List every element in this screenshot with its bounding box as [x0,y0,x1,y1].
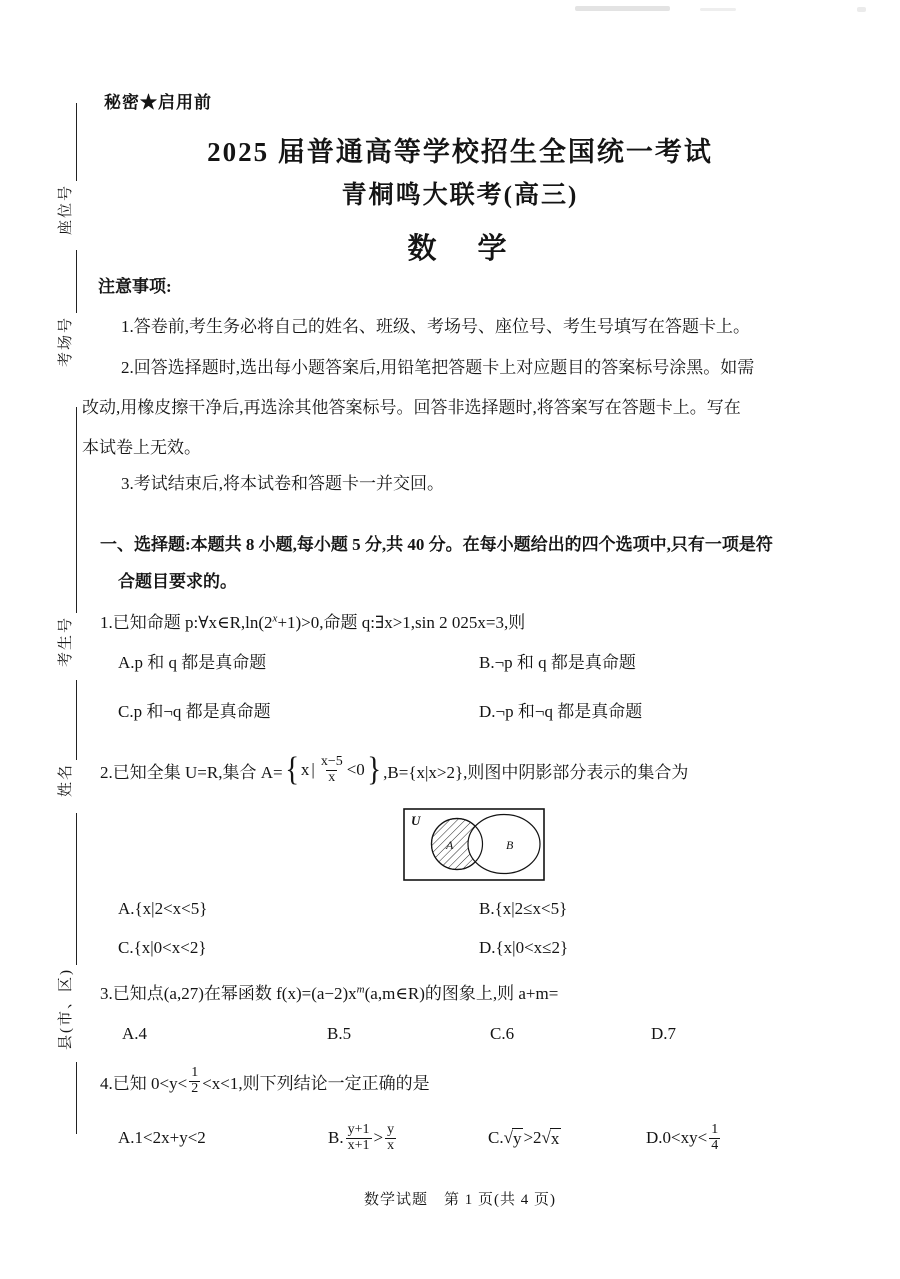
q3-option-a: A.4 [122,1024,148,1043]
q2-stem-post: ,B={x|x>2},则图中阴影部分表示的集合为 [383,762,689,782]
q4-option-b-fraction-1 [346,1123,372,1153]
q3-option-c: C.6 [490,1024,515,1043]
seal-field-county [53,813,77,1050]
q4-stem-fraction [189,1066,200,1096]
seal-field-blank-line [52,407,77,613]
q4-option-c [488,1112,561,1164]
question-2-stem [100,744,688,796]
venn-set-b-label: B [506,838,514,852]
notice-item-2-line-1: 2.回答选择题时,选出每小题答案后,用铅笔把答题卡上对应题目的答案标号涂黑。如需 [121,358,755,377]
q1-stem-post: +1)>0,命题 q:∃x>1,sin 2 025x=3,则 [277,613,526,632]
scan-artifact [857,7,866,12]
seal-field-exam-room-number [53,250,77,367]
q4-b-frac1-den: x+1 [347,1137,370,1153]
q2-option-a: A.{x|2<x<5} [118,899,208,918]
notice-item-2-line-3: 本试卷上无效。 [82,438,201,457]
q4-option-b-inequality: > [373,1128,384,1147]
confidential-notice: 秘密★启用前 [104,93,212,112]
section-1-heading-line-1: 一、选择题:本题共 8 小题,每小题 5 分,共 40 分。在每小题给出的四个选项中,只有一项是符 [100,535,773,554]
venn-set-a-label: A [446,838,454,852]
notice-item-3: 3.考试结束后,将本试卷和答题卡一并交回。 [121,474,444,493]
q2-set-variable: x [300,760,310,779]
seal-margin-line [76,1062,77,1134]
q4-c-radicand-2: x [550,1128,560,1148]
scan-artifact [575,6,670,11]
radical-sign: √ [503,1128,513,1147]
q4-option-d-fraction [709,1123,720,1153]
scan-artifact [700,8,736,11]
venn-set-b-circle [468,815,540,874]
q1-option-b: B.¬p 和 q 都是真命题 [479,653,636,672]
seal-field-seat-number [53,103,77,235]
q4-c-radicand-1: y [512,1128,522,1148]
seal-field-label: 考生号 [58,615,74,667]
q2-close-brace: } [367,751,381,788]
exam-title: 2025 届普通高等学校招生全国统一考试 [207,137,713,167]
q4-option-a [118,1112,206,1164]
q4-stem-post: <x<1,则下列结论一定正确的是 [202,1073,430,1093]
q3-option-b: B.5 [327,1024,352,1043]
subject-name: 数 学 [407,233,513,265]
seal-field-name [53,680,77,797]
q1-option-a: A.p 和 q 都是真命题 [118,653,267,672]
q2-option-b: B.{x|2≤x<5} [479,899,568,918]
seal-field-label: 县(市、区) [58,968,74,1050]
q4-stem-pre: 4.已知 0<y< [100,1073,188,1093]
page-footer: 数学试题 第 1 页(共 4 页) [364,1192,556,1208]
venn-diagram [402,805,554,885]
q2-set-divider: | [311,760,315,779]
seal-field-blank-line [52,813,77,965]
q4-option-b [328,1112,398,1164]
q1-option-c: C.p 和¬q 都是真命题 [118,702,271,721]
q3-exponent: m [356,983,365,996]
q4-option-d-pre: D.0<xy< [646,1128,708,1147]
exam-subtitle: 青桐鸣大联考(高三) [341,182,579,209]
q4-stem-fraction-denominator: 2 [191,1080,199,1096]
notice-item-2-line-2: 改动,用橡皮擦干净后,再选涂其他答案标号。回答非选择题时,将答案写在答题卡上。写在 [82,398,741,417]
q1-stem-pre: 1.已知命题 p:∀x∈R,ln(2 [100,613,273,632]
q4-b-frac2-den: x [387,1137,395,1153]
notice-item-1: 1.答卷前,考生务必将自己的姓名、班级、考场号、座位号、考生号填写在答题卡上。 [121,317,750,336]
q4-option-a-text: A.1<2x+y<2 [118,1128,206,1147]
q2-option-d: D.{x|0<x≤2} [479,938,569,957]
seal-field-blank-line [52,680,77,760]
seal-field-blank-line [52,103,77,181]
q4-option-c-middle: >2 [523,1128,542,1147]
seal-field-label: 考场号 [58,315,74,367]
q2-condition: <0 [346,760,365,779]
q4-stem-fraction-numerator: 1 [191,1064,199,1080]
radical-sign: √ [541,1128,551,1147]
q4-option-b-label: B. [328,1128,344,1147]
seal-field-candidate-number [53,407,77,667]
venn-universe-label: U [411,813,421,828]
seal-field-label: 座位号 [58,183,74,235]
q2-fraction [319,755,345,785]
q2-option-c: C.{x|0<x<2} [118,938,207,957]
q2-open-brace: { [284,751,299,788]
q3-stem-pre: 3.已知点(a,27)在幂函数 f(x)=(a−2)x [100,984,357,1003]
q1-option-d: D.¬p 和¬q 都是真命题 [479,702,643,721]
q2-stem-pre: 2.已知全集 U=R,集合 A= [100,762,283,782]
q3-stem-post: (a,m∈R)的图象上,则 a+m= [364,984,559,1003]
q1-exponent: x [272,612,278,625]
q3-option-d: D.7 [651,1024,677,1043]
notice-heading: 注意事项: [98,277,172,296]
q4-option-d [646,1112,722,1164]
q4-option-c-label: C. [488,1128,504,1147]
question-1-stem [100,612,525,633]
q4-d-frac-num: 1 [711,1121,719,1137]
q4-d-frac-den: 4 [711,1137,719,1153]
q4-b-frac1-num: y+1 [347,1121,370,1137]
q2-fraction-numerator: x−5 [320,753,343,769]
q4-b-frac2-num: y [387,1121,395,1137]
seal-field-blank-line [52,250,77,313]
section-1-heading-line-2: 合题目要求的。 [118,572,237,591]
q2-fraction-denominator: x [328,769,336,785]
seal-field-label: 姓名 [58,762,74,797]
question-3-stem [100,983,558,1004]
question-4-stem [100,1056,430,1106]
q4-option-b-fraction-2 [385,1123,396,1153]
